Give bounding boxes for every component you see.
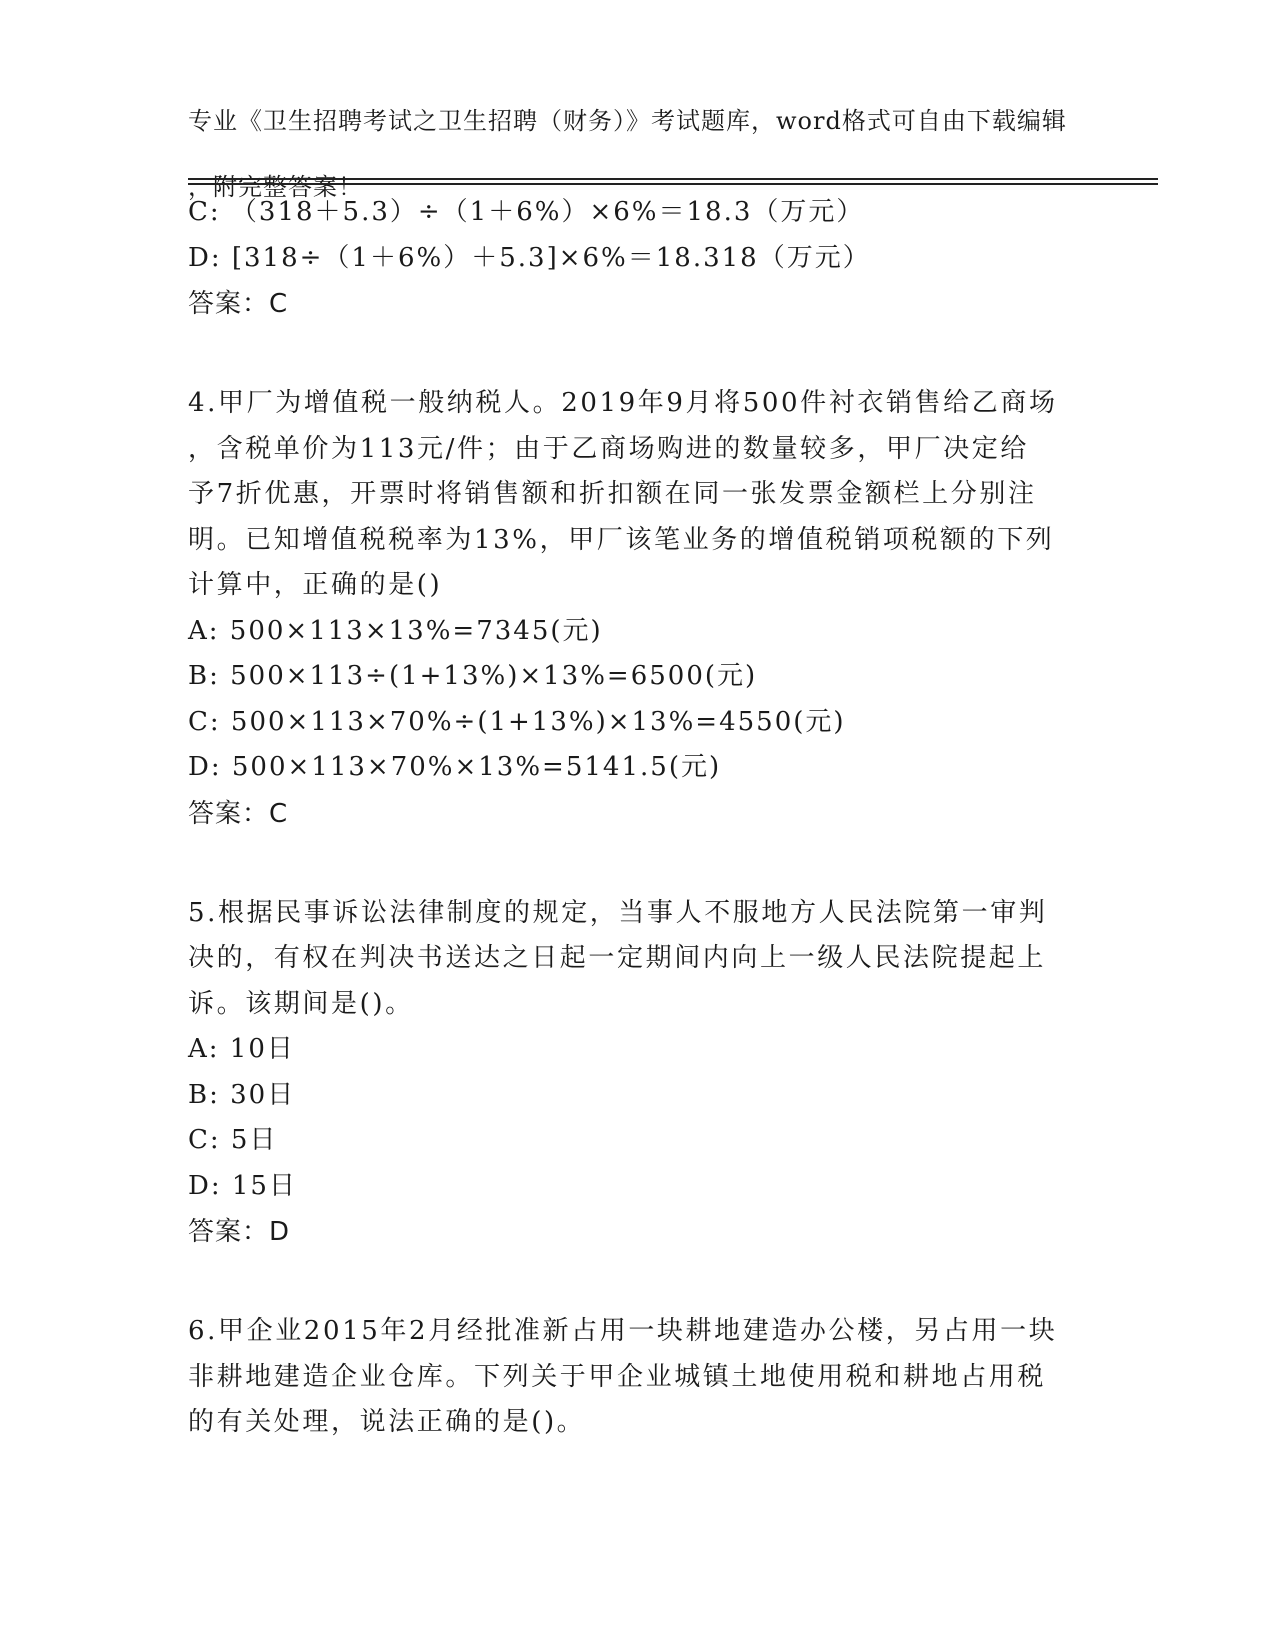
answer-line: 答案：C — [188, 798, 289, 829]
option-d: D: 500×113×70%×13%=5141.5(元) — [188, 752, 722, 782]
spacer — [188, 327, 1078, 381]
answer-line: 答案：D — [188, 1217, 291, 1247]
option-a: A: 500×113×13%=7345(元) — [188, 615, 603, 646]
stem-line: 计算中，正确的是() — [188, 570, 443, 600]
stem-line: 4.甲厂为增值税一般纳税人。2019年9月将500件衬衣销售给乙商场 — [188, 388, 1058, 418]
stem-line: 的有关处理，说法正确的是()。 — [188, 1407, 586, 1437]
header-line-2: ，附完整答案！ — [188, 173, 363, 201]
question-stem — [188, 381, 1078, 609]
answer-line: 答案：C — [188, 289, 289, 319]
question-6 — [188, 1309, 1078, 1446]
stem-line: 明。已知增值税税率为13%，甲厂该笔业务的增值税销项税额的下列 — [188, 524, 1055, 555]
stem-line: 6.甲企业2015年2月经批准新占用一块耕地建造办公楼，另占用一块 — [188, 1316, 1058, 1346]
option-c: C: （318＋5.3）÷（1＋6%）×6%＝18.3（万元） — [188, 197, 865, 227]
stem-line: 5.根据民事诉讼法律制度的规定，当事人不服地方人民法院第一审判 — [188, 897, 1048, 928]
option-a: A: 10日 — [188, 1034, 295, 1064]
stem-line: 非耕地建造企业仓库。下列关于甲企业城镇土地使用税和耕地占用税 — [188, 1361, 1047, 1392]
question-3-tail — [188, 190, 1078, 327]
option-b: B: 30日 — [188, 1079, 296, 1110]
spacer — [188, 837, 1078, 891]
question-4 — [188, 381, 1078, 837]
question-5 — [188, 891, 1078, 1256]
header-divider-bottom — [188, 183, 1158, 185]
question-stem — [188, 891, 1078, 1028]
header-line-1: 专业《卫生招聘考试之卫生招聘（财务）》考试题库，word格式可自由下载编辑 — [188, 107, 1067, 135]
spacer — [188, 1255, 1078, 1309]
option-c: C: 5日 — [188, 1125, 278, 1155]
option-d: D: [318÷（1＋6%）＋5.3]×6%＝18.318（万元） — [188, 242, 871, 273]
document-body — [188, 190, 1078, 1446]
option-d: D: 15日 — [188, 1170, 297, 1201]
stem-line: ，含税单价为113元/件；由于乙商场购进的数量较多，甲厂决定给 — [188, 433, 1029, 464]
stem-line: 决的，有权在判决书送达之日起一定期间内向上一级人民法院提起上 — [188, 943, 1047, 973]
header-divider-top — [188, 178, 1158, 180]
option-c: C: 500×113×70%÷(1+13%)×13%=4550(元) — [188, 706, 846, 737]
question-stem — [188, 1309, 1078, 1446]
stem-line: 诉。该期间是()。 — [188, 988, 414, 1019]
option-b: B: 500×113÷(1+13%)×13%=6500(元) — [188, 661, 758, 691]
stem-line: 予7折优惠，开票时将销售额和折扣额在同一张发票金额栏上分别注 — [188, 479, 1037, 509]
